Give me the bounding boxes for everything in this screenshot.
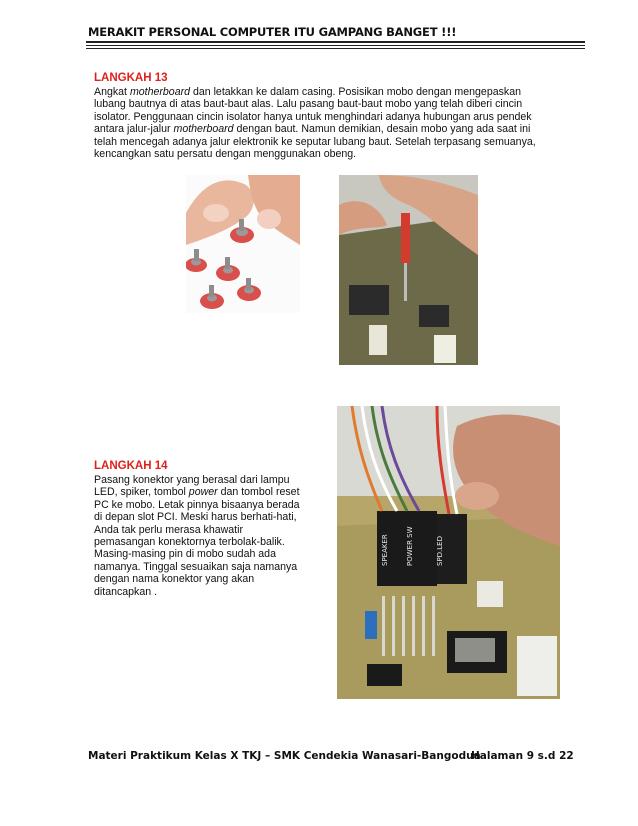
text-run: PC ke mobo. Letak pinnya bisaanya berada <box>94 498 300 511</box>
text-line <box>94 136 554 148</box>
connector-label-speaker: SPEAKER <box>381 534 389 566</box>
text-run: dengan baut. Namun demikian, desain mobo yang ada saat ini <box>233 123 531 136</box>
text-line <box>94 98 554 110</box>
text-run: dan tombol reset <box>217 486 300 499</box>
text-line <box>94 111 554 123</box>
text-line <box>94 474 314 486</box>
step-13-paragraph <box>94 86 554 160</box>
text-run: antara jalur-jalur <box>94 123 174 136</box>
text-run: dan letakkan ke dalam casing. Posisikan mobo dengan mengepaskan <box>190 86 521 98</box>
text-run: pemasangan konektornya terbolak-balik. <box>94 536 285 549</box>
connector-photo <box>337 406 560 699</box>
step-14-heading: LANGKAH 14 <box>94 460 168 472</box>
text-line <box>94 586 314 598</box>
text-run: dengan nama konektor yang akan <box>94 573 255 586</box>
text-run: Angkat <box>94 86 130 98</box>
text-line <box>94 536 314 548</box>
screws-photo <box>186 175 300 313</box>
text-italic: motherboard <box>173 123 234 136</box>
text-run: Anda tak perlu merasa khawatir <box>94 523 243 536</box>
text-line <box>94 548 314 560</box>
text-run: kencangkan satu persatu dengan menggunakan obeng. <box>94 148 357 161</box>
text-run: Masing-masing pin di mobo sudah ada <box>94 548 276 561</box>
text-line <box>94 561 314 573</box>
text-italic: power <box>188 486 218 499</box>
text-line <box>94 524 314 536</box>
screwdriver-photo <box>339 175 478 365</box>
text-run: namanya. Tinggal sesuaikan saja namanya <box>94 560 298 573</box>
text-line <box>94 123 554 135</box>
connector-label-spd-led: SPD.LED <box>436 536 444 566</box>
text-line <box>94 511 314 523</box>
text-line <box>94 86 554 98</box>
text-run: lubang bautnya di atas baut-baut alas. Lalu pasang baut-baut mobo yang telah diberi cincin <box>94 98 523 111</box>
header-rule-thin <box>86 45 585 46</box>
text-run: LED, spiker, tombol <box>94 486 189 499</box>
text-run: ditancapkan . <box>94 585 158 598</box>
text-line <box>94 573 314 585</box>
connector-label-power-sw: POWER SW <box>406 526 414 566</box>
header-rule-thin-2 <box>86 48 585 49</box>
text-line <box>94 148 554 160</box>
page-header-title: MERAKIT PERSONAL COMPUTER ITU GAMPANG BANGET !!! <box>88 25 457 39</box>
step-13-heading: LANGKAH 13 <box>94 72 168 84</box>
header-rule-thick <box>86 41 585 43</box>
text-line <box>94 499 314 511</box>
text-run: di depan slot PCI. Meski harus berhati-hati, <box>94 511 297 524</box>
footer-page-number: Halaman 9 s.d 22 <box>471 750 574 762</box>
text-run: Pasang konektor yang berasal dari lampu <box>94 474 290 486</box>
text-run: telah mencegah adanya jalur elektronik ke seputar lubang baut. Setelah terpasang semuanya, <box>94 135 536 148</box>
text-line <box>94 486 314 498</box>
text-run: isolator. Penggunaan cincin isolator hanya untuk menghindari adanya hubungan arus pendek <box>94 110 532 123</box>
step-14-paragraph <box>94 474 314 598</box>
text-italic: motherboard <box>129 86 191 98</box>
footer-course-info: Materi Praktikum Kelas X TKJ – SMK Cendekia Wanasari-Bangodua <box>88 750 481 762</box>
